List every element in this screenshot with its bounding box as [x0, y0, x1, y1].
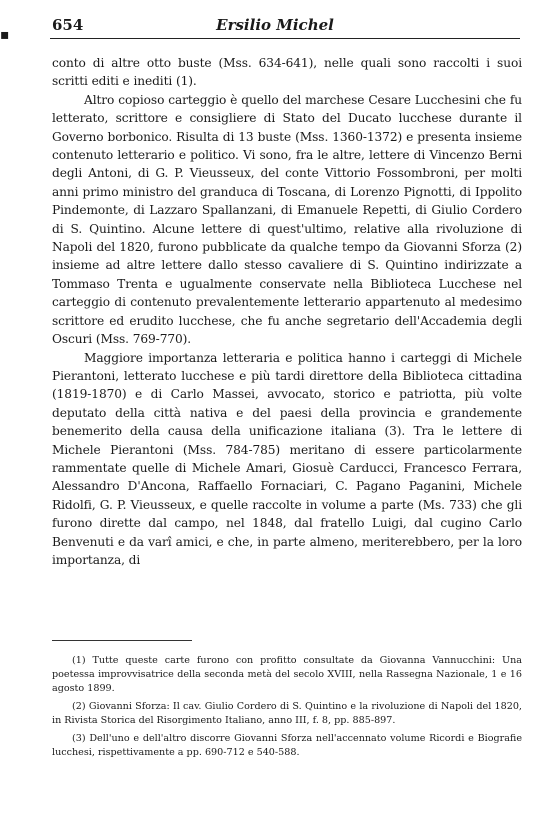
header-rule [50, 38, 520, 39]
page-number: 654 [52, 16, 84, 34]
footnote-3: (3) Dell'uno e dell'altro discorre Giovanni Sforza nell'accennato volume Ricordi e Biografie lucchesi, rispettivamente a pp. 690-712 e 540-588. [52, 733, 522, 758]
paragraph-lucchesini: Altro copioso carteggio è quello del marchese Cesare Lucchesini che fu letterato, scrittore e consigliere di Stato del Ducato lucchese durante il Governo borbonico. Risulta di 13 buste (Mss. 1360-1372) e presenta insieme contenuto letterario e politico. Vi sono, fra le altre, lettere di Vincenzo Berni degli Antoni, di G. P. Vieusseux, del conte Vittorio Fossombroni, per molti anni primo ministro del granduca di Toscana, di Lorenzo Pignotti, di Ippolito Pindemonte, di Lazzaro Spallanzani, di Emanuele Repetti, di Giulio Cordero di S. Quintino. Alcune lettere di quest'ultimo, relative alla rivoluzione di Napoli del 1820, furono pubblicate da qualche tempo da Giovanni Sforza (2) insieme ad altre lettere dallo stesso cavaliere di S. Quintino indirizzate a Tommaso Trenta e ugualmente conservate nella Biblioteca Lucchese nel carteggio di contenuto prevalentemente letterario appartenuto al medesimo scrittore ed erudito lucchese, che fu anche segretario dell'Accademia degli Oscuri (Mss. 769-770). [52, 92, 522, 347]
running-title: Ersilio Michel [216, 16, 334, 34]
page-header [30, 14, 520, 42]
body-text [52, 54, 522, 569]
footnote-2: (2) Giovanni Sforza: Il cav. Giulio Cordero di S. Quintino e la rivoluzione di Napoli del 1820, in Rivista Storica del Risorgimento Italiano, anno III, f. 8, pp. 885-897. [52, 701, 522, 726]
footnote-1: (1) Tutte queste carte furono con profitto consultate da Giovanna Vannucchini: Una poetessa improvvisatrice della seconda metà del secolo XVIII, nella Rassegna Nazionale, 1 e 16 agosto 1899. [52, 655, 522, 694]
footnotes [52, 654, 522, 764]
margin-mark: ▪ [0, 27, 10, 43]
paragraph-pierantoni: Maggiore importanza letteraria e politica hanno i carteggi di Michele Pierantoni, letterato lucchese e più tardi direttore della Biblioteca cittadina (1819-1870) e di Carlo Massei, avvocato, storico e patriotta, più volte deputato della città nativa e del paesi della provincia e grandemente benemerito della causa della unificazione italiana (3). Tra le lettere di Michele Pierantoni (Mss. 784-785) meritano di essere particolarmente rammentate quelle di Michele Amari, Giosuè Carducci, Francesco Ferrara, Alessandro D'Ancona, Raffaello Fornaciari, C. Pagano Paganini, Michele Ridolfi, G. P. Vieusseux, e quelle raccolte in volume a parte (Ms. 733) che gli furono dirette dal campo, nel 1848, dal fratello Luigi, dal cugino Carlo Benvenuti e da varî amici, e che, in parte almeno, meriterebbero, per la loro importanza, di [52, 350, 522, 567]
footnote-rule [52, 640, 192, 641]
paragraph-continuation: conto di altre otto buste (Mss. 634-641), nelle quali sono raccolti i suoi scritti editi e inediti (1). [52, 56, 522, 89]
